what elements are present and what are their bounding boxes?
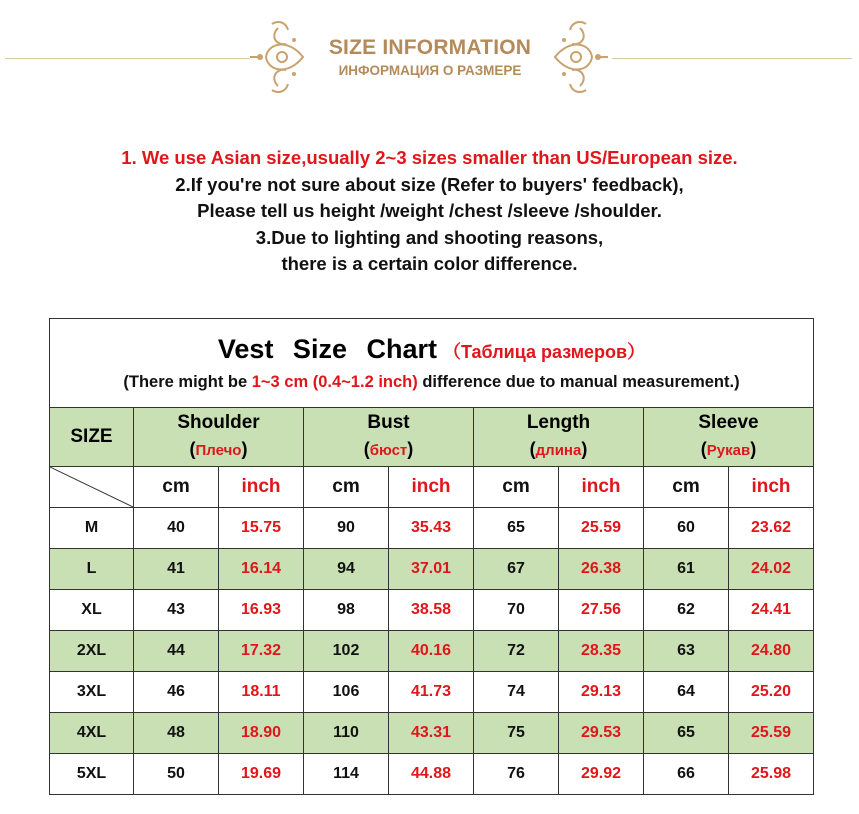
value-cell: 15.75 (219, 508, 304, 549)
column-header-row (50, 408, 814, 467)
size-header: SIZE (50, 408, 134, 467)
value-cell: 66 (644, 754, 729, 795)
unit-inch: inch (559, 467, 644, 508)
value-cell: 35.43 (389, 508, 474, 549)
header-en: Sleeve (698, 412, 759, 433)
unit-cm: cm (474, 467, 559, 508)
table-row (50, 754, 814, 795)
note-line-1: 1. We use Asian size,usually 2~3 sizes smaller than US/European size. (121, 147, 738, 168)
banner-title: SIZE INFORMATION (328, 36, 532, 59)
value-cell: 19.69 (219, 754, 304, 795)
header-ru: (Рукав) (700, 439, 757, 459)
chart-title-cell (50, 319, 814, 408)
size-cell: XL (50, 590, 134, 631)
value-cell: 62 (644, 590, 729, 631)
value-cell: 43.31 (389, 713, 474, 754)
header-en: Length (526, 412, 591, 433)
value-cell: 25.59 (729, 713, 814, 754)
header-sleeve (644, 408, 814, 467)
table-row (50, 590, 814, 631)
value-cell: 17.32 (219, 631, 304, 672)
value-cell: 28.35 (559, 631, 644, 672)
value-cell: 38.58 (389, 590, 474, 631)
value-cell: 70 (474, 590, 559, 631)
header-bust (304, 408, 474, 467)
note-line-5: there is a certain color difference. (281, 253, 578, 274)
value-cell: 65 (644, 713, 729, 754)
unit-inch: inch (219, 467, 304, 508)
value-cell: 29.92 (559, 754, 644, 795)
value-cell: 27.56 (559, 590, 644, 631)
table-row (50, 631, 814, 672)
header-en: Bust (367, 412, 410, 433)
ornament-right-icon (550, 18, 610, 96)
value-cell: 110 (304, 713, 389, 754)
chart-title-ru: （Таблица размеров） (442, 342, 646, 362)
header-ru-label: длина (535, 442, 582, 459)
size-information-banner (0, 0, 859, 100)
banner-subtitle: ИНФОРМАЦИЯ О РАЗМЕРЕ (338, 63, 522, 78)
banner-divider-left (5, 58, 250, 59)
value-cell: 25.20 (729, 672, 814, 713)
value-cell: 60 (644, 508, 729, 549)
value-cell: 24.02 (729, 549, 814, 590)
size-cell: 3XL (50, 672, 134, 713)
value-cell: 65 (474, 508, 559, 549)
size-chart-table (49, 318, 814, 795)
unit-row (50, 467, 814, 508)
value-cell: 40 (134, 508, 219, 549)
unit-inch: inch (389, 467, 474, 508)
value-cell: 40.16 (389, 631, 474, 672)
value-cell: 76 (474, 754, 559, 795)
value-cell: 102 (304, 631, 389, 672)
table-row (50, 672, 814, 713)
value-cell: 25.98 (729, 754, 814, 795)
note-line-4: 3.Due to lighting and shooting reasons, (255, 226, 604, 248)
value-cell: 26.38 (559, 549, 644, 590)
value-cell: 106 (304, 672, 389, 713)
unit-inch: inch (729, 467, 814, 508)
table-row (50, 549, 814, 590)
value-cell: 50 (134, 754, 219, 795)
value-cell: 24.41 (729, 590, 814, 631)
table-row (50, 713, 814, 754)
size-cell: L (50, 549, 134, 590)
value-cell: 41 (134, 549, 219, 590)
value-cell: 67 (474, 549, 559, 590)
table-row (50, 508, 814, 549)
size-cell: 5XL (50, 754, 134, 795)
value-cell: 72 (474, 631, 559, 672)
note-line-2: 2.If you're not sure about size (Refer to buyers' feedback), (175, 173, 684, 195)
value-cell: 16.93 (219, 590, 304, 631)
value-cell: 90 (304, 508, 389, 549)
chart-title: Vest Size Chart (217, 334, 437, 364)
note-range: 1~3 cm (0.4~1.2 inch) (251, 373, 418, 391)
value-cell: 94 (304, 549, 389, 590)
value-cell: 25.59 (559, 508, 644, 549)
value-cell: 74 (474, 672, 559, 713)
note-suffix: difference due to manual measurement.) (417, 373, 740, 391)
value-cell: 98 (304, 590, 389, 631)
header-en: Shoulder (177, 412, 260, 433)
value-cell: 23.62 (729, 508, 814, 549)
ornament-left-icon (248, 18, 308, 96)
value-cell: 29.13 (559, 672, 644, 713)
header-ru-label: Рукав (706, 442, 751, 459)
header-length (474, 408, 644, 467)
banner-divider-right (612, 58, 852, 59)
value-cell: 41.73 (389, 672, 474, 713)
value-cell: 43 (134, 590, 219, 631)
header-ru: (Плечо) (189, 439, 248, 459)
value-cell: 44 (134, 631, 219, 672)
value-cell: 48 (134, 713, 219, 754)
value-cell: 44.88 (389, 754, 474, 795)
value-cell: 64 (644, 672, 729, 713)
header-ru: (бюст) (363, 439, 414, 459)
value-cell: 16.14 (219, 549, 304, 590)
header-ru-label: Плечо (195, 442, 242, 459)
note-prefix: (There might be (123, 373, 252, 391)
value-cell: 18.90 (219, 713, 304, 754)
value-cell: 114 (304, 754, 389, 795)
unit-cm: cm (644, 467, 729, 508)
size-cell: M (50, 508, 134, 549)
value-cell: 18.11 (219, 672, 304, 713)
size-cell: 4XL (50, 713, 134, 754)
value-cell: 29.53 (559, 713, 644, 754)
diagonal-line-icon (50, 467, 133, 507)
measurement-note (50, 373, 813, 392)
note-line-3: Please tell us height /weight /chest /sleeve /shoulder. (197, 200, 662, 221)
value-cell: 46 (134, 672, 219, 713)
unit-cm: cm (304, 467, 389, 508)
size-cell: 2XL (50, 631, 134, 672)
header-ru: (длина) (529, 439, 588, 459)
value-cell: 24.80 (729, 631, 814, 672)
value-cell: 63 (644, 631, 729, 672)
value-cell: 37.01 (389, 549, 474, 590)
size-notes (0, 145, 859, 278)
header-shoulder (134, 408, 304, 467)
diagonal-corner-cell (50, 467, 134, 508)
unit-cm: cm (134, 467, 219, 508)
value-cell: 61 (644, 549, 729, 590)
value-cell: 75 (474, 713, 559, 754)
header-ru-label: бюст (369, 442, 408, 459)
